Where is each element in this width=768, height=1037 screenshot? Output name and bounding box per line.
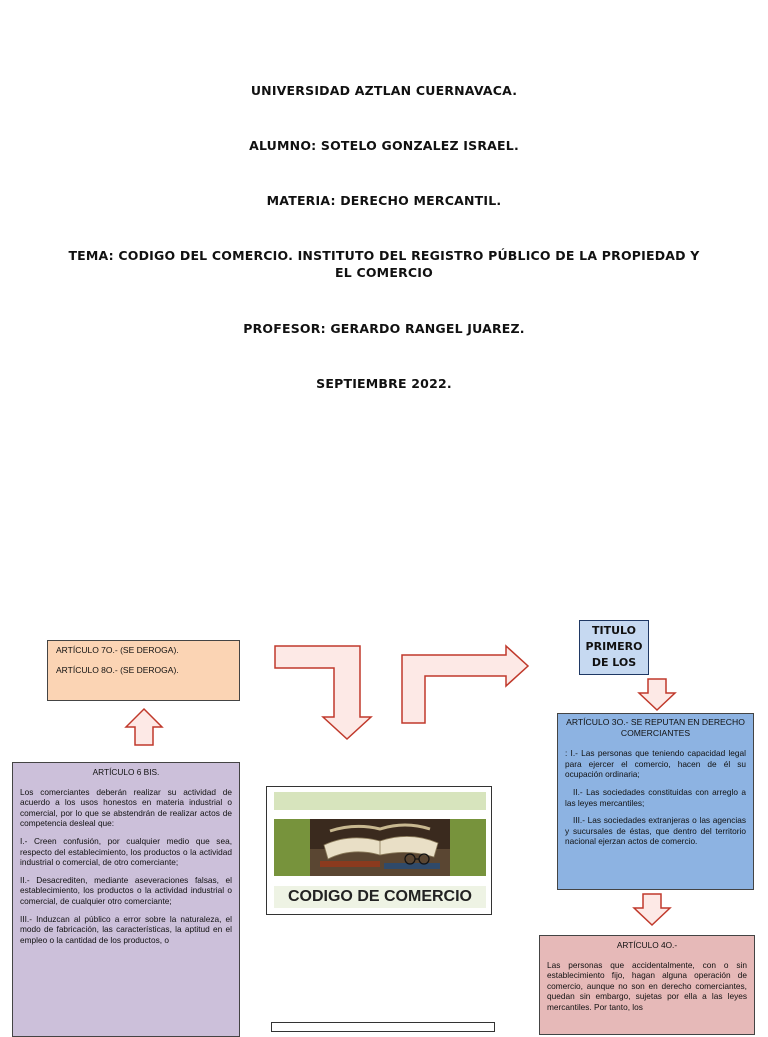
titulo-primero-box <box>579 620 649 675</box>
university-line: UNIVERSIDAD AZTLAN CUERNAVACA. <box>250 83 518 98</box>
art6bis-paragraph-3: II.- Desacrediten, mediante aseveraciones falsas, el establecimiento, los productos o la actividad industrial o comercial, de cualquier otro comerciante; <box>20 874 232 906</box>
books-image-band <box>274 819 486 876</box>
art3-paragraph-2: II.- Las sociedades constituidas con arreglo a las leyes mercantiles; <box>565 786 746 808</box>
down-arrow-icon <box>637 678 677 712</box>
titulo-line-2: PRIMERO <box>585 640 643 653</box>
art4-title: ARTÍCULO 4O.- <box>616 940 678 950</box>
bent-down-arrow-icon <box>274 645 374 741</box>
codigo-comercio-label-band <box>274 886 486 908</box>
art7-8-box <box>47 640 240 701</box>
art6bis-paragraph-4: III.- Induzcan al público a error sobre la naturaleza, el modo de fabricación, las características, la aptitud en el empleo o la cantidad de los productos, o <box>20 913 232 945</box>
books-icon <box>310 819 450 876</box>
light-green-band <box>274 792 486 810</box>
teacher-line: PROFESOR: GERARDO RANGEL JUAREZ. <box>243 321 525 336</box>
titulo-line-3: DE LOS <box>591 656 637 669</box>
titulo-line-1: TITULO <box>592 624 636 637</box>
codigo-comercio-label: CODIGO DE COMERCIO <box>287 888 472 905</box>
bent-right-arrow-icon <box>401 645 531 725</box>
art6bis-paragraph-1: Los comerciantes deberán realizar su actividad de acuerdo a los usos honestos en materia industrial o comercial, por lo que se abstendrán de realizar actos de competencia desleal que: <box>20 786 232 829</box>
subject-line: MATERIA: DERECHO MERCANTIL. <box>266 193 502 208</box>
art3-box <box>557 713 754 890</box>
art6bis-title: ARTÍCULO 6 BIS. <box>92 767 160 777</box>
art4-box <box>539 935 755 1035</box>
art7-line: ARTÍCULO 7O.- (SE DEROGA). <box>56 645 179 655</box>
art4-paragraph-1: Las personas que accidentalmente, con o sin establecimiento fijo, hagan alguna operación de comercio, aunque no son en derecho comerciantes, quedan sin embargo, sujetas por ella a las leyes mercantiles. Por tanto, los <box>547 959 747 1012</box>
up-arrow-icon <box>124 707 164 747</box>
date-line: SEPTIEMBRE 2022. <box>316 376 452 391</box>
codigo-comercio-card <box>266 786 492 915</box>
art3-paragraph-1: : I.- Las personas que teniendo capacidad legal para ejercer el comercio, hacen de él su ocupación ordinaria; <box>565 748 746 780</box>
art3-title: ARTÍCULO 3O.- SE REPUTAN EN DERECHO COMERCIANTES <box>566 717 745 738</box>
art6bis-box <box>12 762 240 1037</box>
down-arrow-2-icon <box>632 893 672 927</box>
topic-line: TEMA: CODIGO DEL COMERCIO. INSTITUTO DEL REGISTRO PÚBLICO DE LA PROPIEDAD Y EL COMERCIO <box>68 248 700 280</box>
student-line: ALUMNO: SOTELO GONZALEZ ISRAEL. <box>249 138 519 153</box>
art3-paragraph-3: III.- Las sociedades extranjeras o las agencias y sucursales de éstas, que dentro del territorio nacional ejerzan actos de comercio. <box>565 815 746 847</box>
art6bis-paragraph-2: I.- Creen confusión, por cualquier medio que sea, respecto del establecimiento, los productos o la actividad industrial o comercial, de otro comerciante; <box>20 835 232 868</box>
art8-line: ARTÍCULO 8O.- (SE DEROGA). <box>56 664 179 675</box>
